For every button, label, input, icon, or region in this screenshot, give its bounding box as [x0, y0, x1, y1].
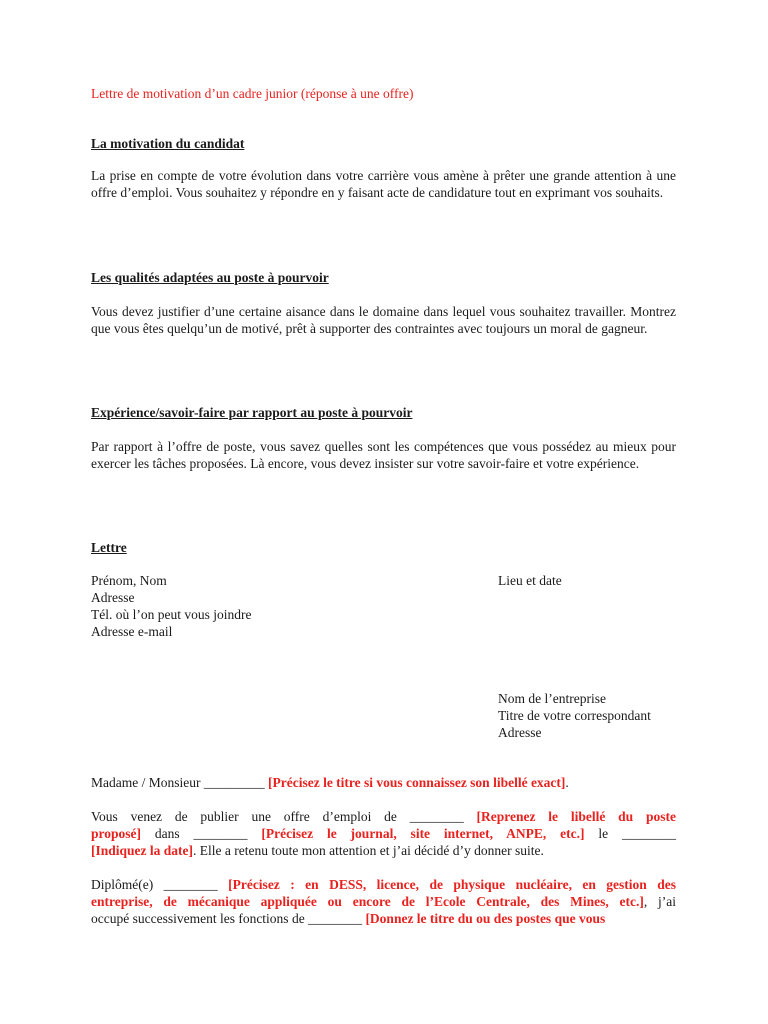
- salutation-hint: [Précisez le titre si vous connaissez son libellé exact]: [267, 775, 566, 790]
- para2-hint-1: [Précisez : en DESS, licence, de physique nucléaire, en gestion des: [228, 877, 676, 892]
- para2-line2: [91, 893, 676, 910]
- document-title: Lettre de motivation d’un cadre junior (réponse à une offre): [91, 86, 414, 101]
- section-heading-lettre: Lettre: [91, 540, 127, 555]
- para1-hint-2: proposé]: [91, 826, 142, 841]
- section-heading-experience: Expérience/savoir-faire par rapport au poste à pourvoir: [91, 405, 413, 420]
- recipient-title: Titre de votre correspondant: [498, 708, 651, 723]
- sender-email: Adresse e-mail: [91, 624, 173, 639]
- place-and-date: Lieu et date: [498, 573, 562, 588]
- para2-line1: [91, 876, 676, 893]
- sender-address: Adresse: [91, 590, 135, 605]
- para1-text-2b: le ________: [584, 826, 676, 841]
- para1-hint-1: [Reprenez le libellé du poste: [476, 809, 677, 824]
- para1-text-3: . Elle a retenu toute mon attention et j’ai décidé d’y donner suite.: [193, 843, 544, 858]
- para1-text-2a: dans ________: [141, 826, 262, 841]
- sender-phone: Tél. où l’on peut vous joindre: [91, 607, 252, 622]
- para1-text-1: Vous venez de publier une offre d’emploi de ________: [91, 809, 477, 824]
- section-body-qualites: Vous devez justifier d’une certaine aisance dans le domaine dans lequel vous souhaitez travailler. Montrez que vous êtes quelqu’un de motivé, prêt à supporter des contraintes avec toujours un moral de gagneur.: [91, 304, 676, 336]
- para2-text-2: , j’ai: [643, 894, 676, 909]
- para2-line3: [91, 910, 605, 927]
- section-body-motivation: La prise en compte de votre évolution dans votre carrière vous amène à prêter une grande attention à une offre d’emploi. Vous souhaitez y répondre en y faisant acte de candidature tout en exprimant vos souhaits.: [91, 168, 676, 200]
- salutation-line: [91, 774, 569, 791]
- para2-hint-2: entreprise, de mécanique appliquée ou encore de l’Ecole Centrale, des Mines, etc.]: [91, 894, 644, 909]
- para1-line3: [91, 842, 544, 859]
- section-heading-qualites: Les qualités adaptées au poste à pourvoir: [91, 270, 329, 285]
- sender-name: Prénom, Nom: [91, 573, 167, 588]
- para1-line2: [91, 825, 676, 842]
- salutation-text: Madame / Monsieur _________: [91, 775, 268, 790]
- salutation-end: .: [565, 775, 569, 790]
- para1-hint-2b: [Précisez le journal, site internet, ANPE, etc.]: [261, 826, 585, 841]
- para2-text-3: occupé successivement les fonctions de ________: [91, 911, 366, 926]
- para1-hint-3: [Indiquez la date]: [91, 843, 194, 858]
- recipient-company: Nom de l’entreprise: [498, 691, 606, 706]
- section-body-experience: Par rapport à l’offre de poste, vous savez quelles sont les compétences que vous possédez au mieux pour exercer les tâches proposées. Là encore, vous devez insister sur votre savoir-faire et votre expérience.: [91, 439, 676, 471]
- para1-line1: [91, 808, 676, 825]
- para2-hint-3: [Donnez le titre du ou des postes que vous: [365, 911, 606, 926]
- section-heading-motivation: La motivation du candidat: [91, 136, 245, 151]
- para2-text-1: Diplômé(e) ________: [91, 877, 229, 892]
- recipient-address: Adresse: [498, 725, 542, 740]
